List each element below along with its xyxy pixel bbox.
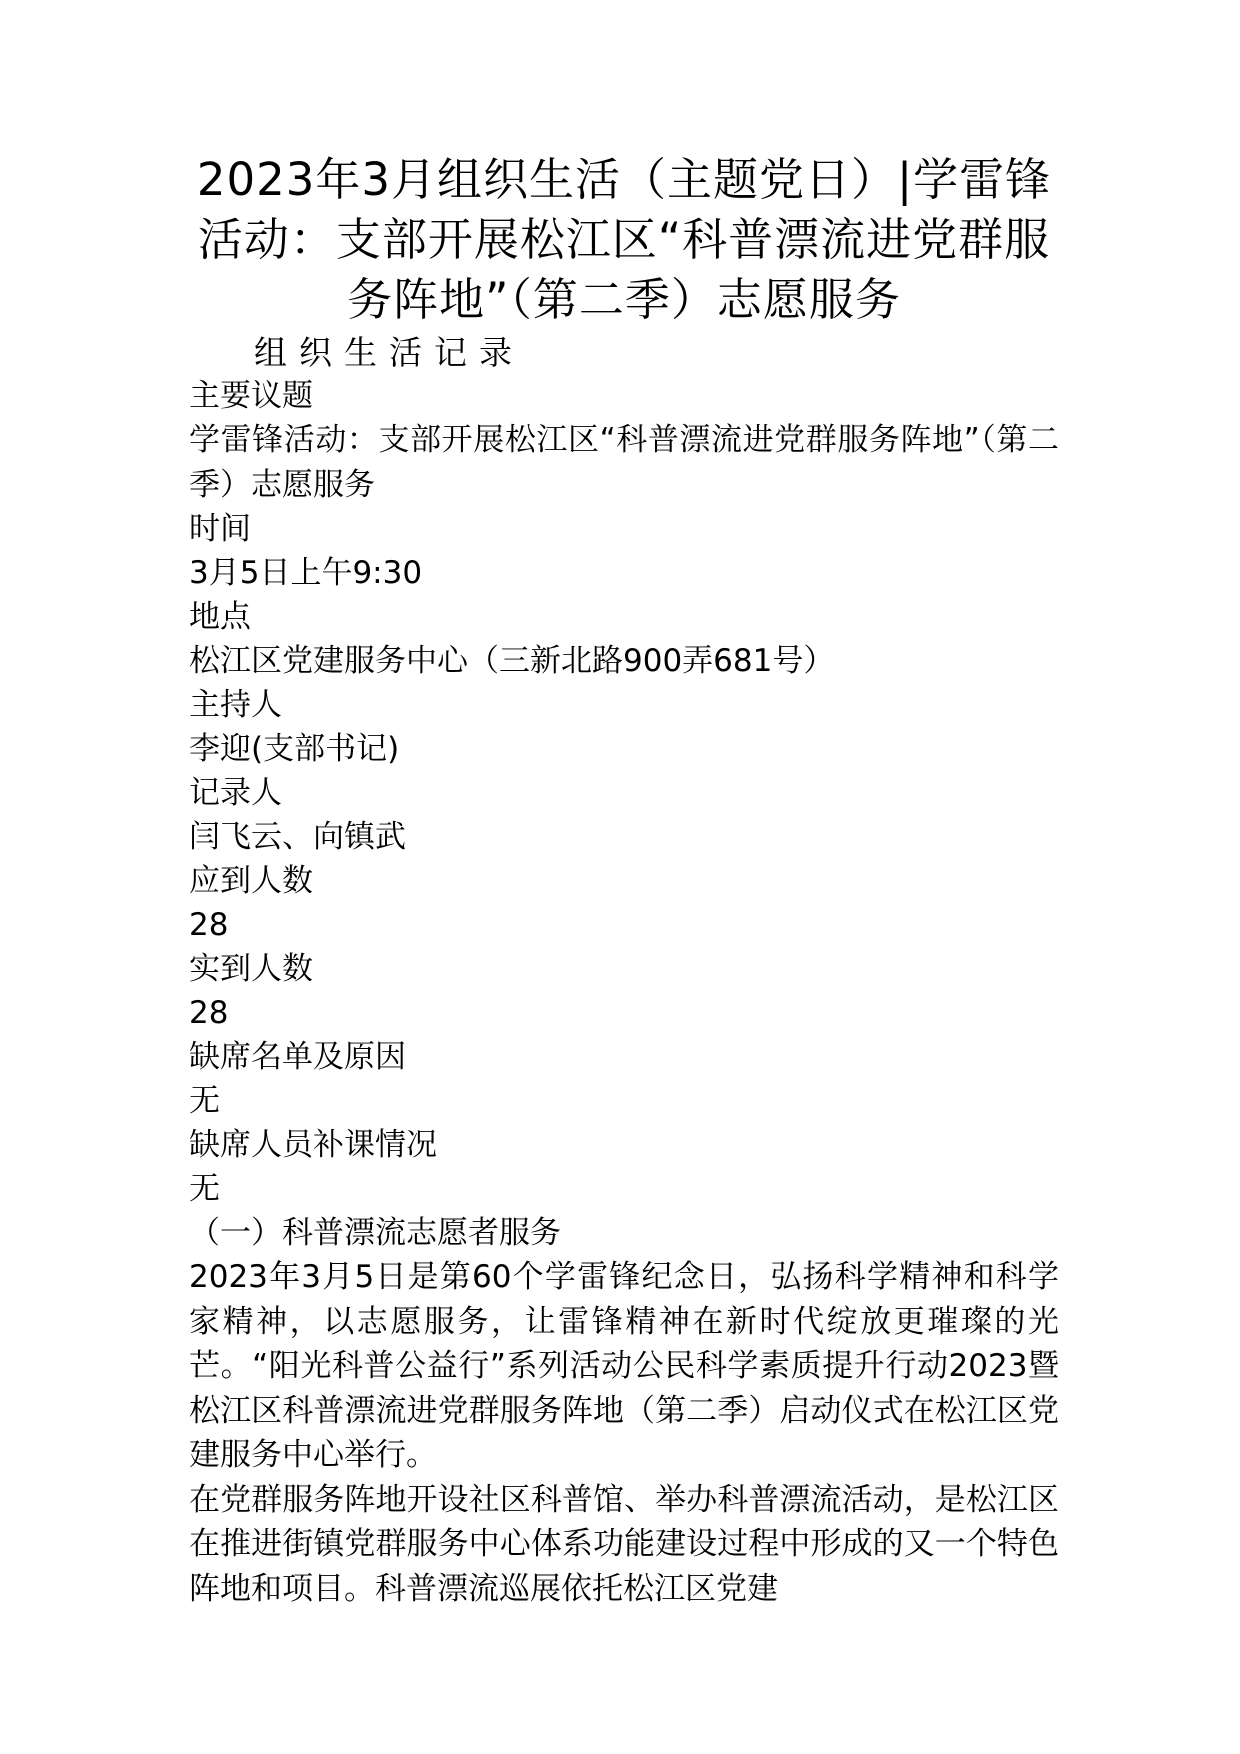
field-label-absentees: 缺席名单及原因	[189, 1039, 406, 1075]
field-label-topic: 主要议题	[189, 378, 313, 414]
body-paragraph: 2023年3月5日是第60个学雷锋纪念日，弘扬科学精神和科学家精神，以志愿服务，让雷锋精神在新时代绽放更璀璨的光芒。“阳光科普公益行”系列活动公民科学素质提升行动2023暨松江区科普漂流进党群服务阵地（第二季）启动仪式在松江区党建服务中心举行。	[189, 1259, 1059, 1473]
field-value-topic: 学雷锋活动：支部开展松江区“科普漂流进党群服务阵地”（第二季）志愿服务	[189, 422, 1059, 503]
field-label-actual-attendance: 实到人数	[189, 951, 313, 987]
field-label-expected-attendance: 应到人数	[189, 863, 313, 899]
field-value-actual-attendance: 28	[189, 995, 229, 1031]
document-subtitle: 组织生活记录	[254, 333, 524, 372]
field-value-location: 松江区党建服务中心（三新北路900弄681号）	[189, 643, 835, 679]
field-label-location: 地点	[189, 599, 251, 635]
body-paragraph: 在党群服务阵地开设社区科普馆、举办科普漂流活动，是松江区在推进街镇党群服务中心体系功能建设过程中形成的又一个特色阵地和项目。科普漂流巡展依托松江区党建	[189, 1481, 1059, 1607]
field-label-host: 主持人	[189, 687, 282, 723]
document-page	[189, 150, 1059, 1611]
field-value-time: 3月5日上午9:30	[189, 555, 423, 591]
field-value-absentees: 无	[189, 1083, 220, 1119]
record-fields	[189, 374, 1059, 1211]
section-heading: （一）科普漂流志愿者服务	[189, 1215, 561, 1251]
field-value-expected-attendance: 28	[189, 907, 229, 943]
field-value-host: 李迎(支部书记)	[189, 731, 400, 767]
field-label-recorder: 记录人	[189, 775, 282, 811]
field-value-recorder: 闫飞云、向镇武	[189, 819, 406, 855]
field-value-makeup: 无	[189, 1171, 220, 1207]
document-title: 2023年3月组织生活（主题党日）|学雷锋活动：支部开展松江区“科普漂流进党群服务阵地”（第二季）志愿服务	[196, 153, 1052, 326]
field-label-makeup: 缺席人员补课情况	[189, 1127, 437, 1163]
field-label-time: 时间	[189, 511, 251, 547]
